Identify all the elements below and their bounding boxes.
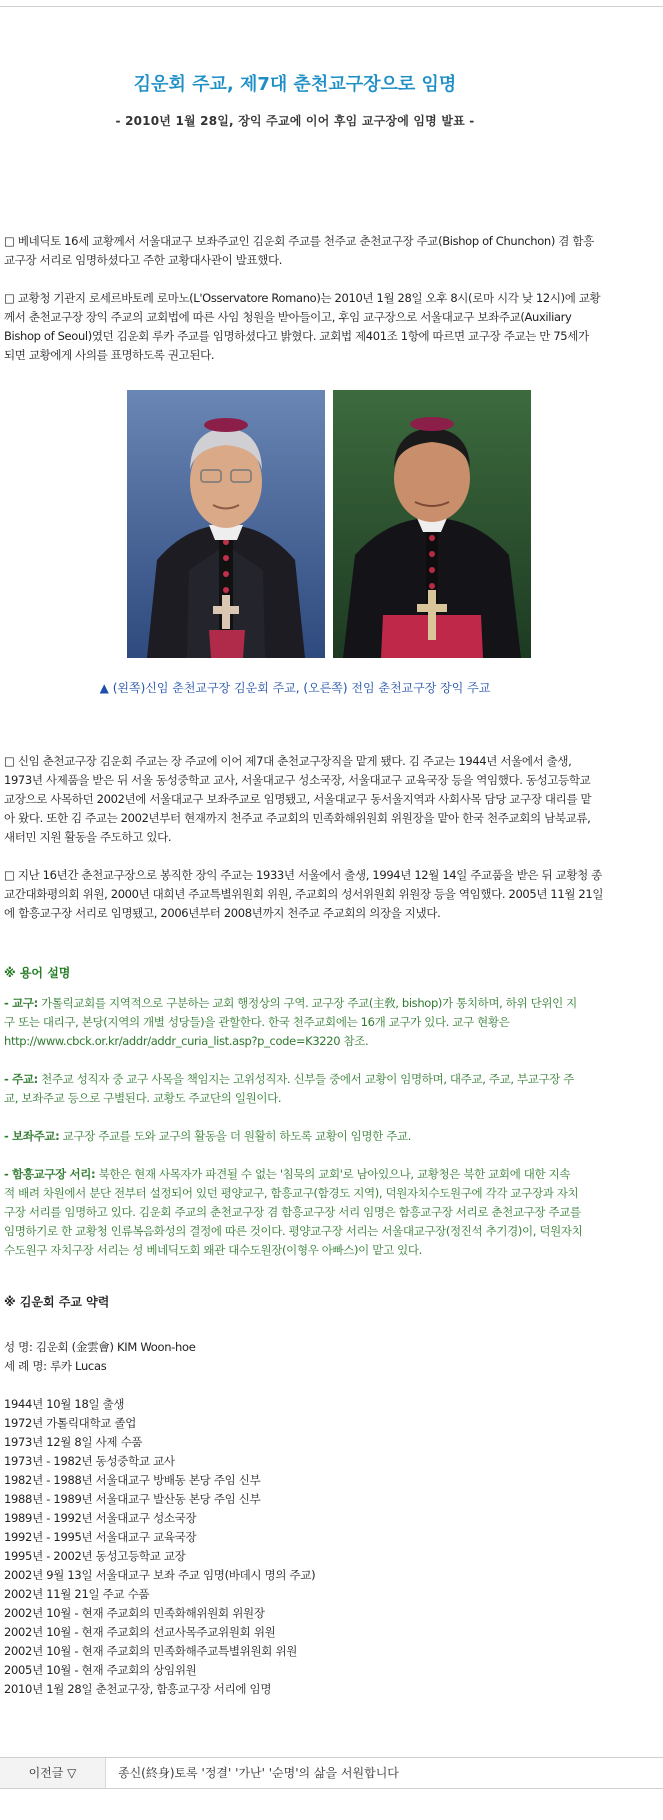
photo-kim-woon-hoe (127, 390, 325, 658)
glossary-term-auxiliary: - 보좌주교: 교구장 주교를 도와 교구의 활동을 더 원활히 하도록 교황이 임명한 주교. (4, 1129, 412, 1143)
history-item: 1972년 가톨릭대학교 졸업 (4, 1416, 137, 1430)
profile-baptismal-name: 세 례 명: 루카 Lucas (4, 1359, 107, 1373)
article-title: 김운회 주교, 제7대 춘천교구장으로 임명 (133, 74, 457, 95)
history-item: 1995년 - 2002년 동성고등학교 교장 (4, 1549, 186, 1563)
glossary-term-hamhung: - 함흥교구장 서리: 북한은 현재 사목자가 파견될 수 없는 '침묵의 교회'로 남아있으나, 교황청은 북한 교회에 대한 지속 적 배려 차원에서 분단 전부터 설정되어 있던 평양교구, 함흥교구(함경도 지역), 덕원자치수도원구에 각각 교구장과 자치 구장 서리를 임명하고 있다. 김운회 주교의 춘천교구장 겸 함흥교구장 서리 임명은 함흥교구장 서리로 춘천교구장 주교를 임명하기로 한 교황청 인류복음화성의 결정에 따른 것이다. 평양교구장 서리는 서울대교구장(정진석 추기경)이, 덕원자치 수도원구 자치구장 서리는 성 베네딕도회 왜관 대수도원장(이형우 아빠스)이 맡고 있다. (4, 1167, 583, 1257)
top-divider (0, 6, 663, 7)
history-item: 2002년 11월 21일 주교 수품 (4, 1587, 150, 1601)
history-item: 1973년 - 1982년 동성중학교 교사 (4, 1454, 175, 1468)
profile-heading: ※ 김운회 주교 약력 (4, 1295, 110, 1309)
paragraph-3: □ 신임 춘천교구장 김운회 주교는 장 주교에 이어 제7대 춘천교구장직을 맡게 됐다. 김 주교는 1944년 서울에서 출생, 1973년 사제품을 받은 뒤 서울 동성중학교 교사, 서울대교구 성소국장, 서울대교구 교육국장 등을 역임했다. 동성고등학교 교장으로 사목하던 2002년에 서울대교구 보좌주교로 임명됐고, 서울대교구 동서울지역과 사회사목 담당 교구장 대리를 맡 아 왔다. 또한 김 주교는 2002년부터 현재까지 천주교 주교회의 민족화해위원회 위원장을 맡아 한국 천주교회의 남북교류, 새터민 지원 활동을 주도하고 있다. (4, 754, 592, 844)
photo-caption: ▲ (왼쪽)신임 춘천교구장 김운회 주교, (오른쪽) 전임 춘천교구장 장익 주교 (99, 681, 491, 695)
history-item: 2002년 10월 - 현재 주교회의 선교사목주교위원회 위원 (4, 1625, 276, 1639)
history-item: 2005년 10월 - 현재 주교회의 상임위원 (4, 1663, 197, 1677)
paragraph-1: □ 베네딕토 16세 교황께서 서울대교구 보좌주교인 김운회 주교를 천주교 춘천교구장 주교(Bishop of Chunchon) 겸 함흥 교구장 서리로 임명하셨다고 주한 교황대사관이 발표했다. (4, 234, 594, 267)
prev-post-link[interactable]: 종신(終身)토록 '정결' '가난' '순명'의 삶을 서원합니다 (118, 1766, 399, 1780)
history-item: 1988년 - 1989년 서울대교구 발산동 본당 주임 신부 (4, 1492, 261, 1506)
history-item: 1982년 - 1988년 서울대교구 방배동 본당 주임 신부 (4, 1473, 261, 1487)
history-item: 2010년 1월 28일 춘천교구장, 함흥교구장 서리에 임명 (4, 1682, 272, 1696)
history-item: 2002년 9월 13일 서울대교구 보좌 주교 임명(바데시 명의 주교) (4, 1568, 316, 1582)
glossary-term-bishop: - 주교: 천주교 성직자 중 교구 사목을 책임지는 고위성직자. 신부들 중에서 교황이 임명하며, 대주교, 주교, 부교구장 주 교, 보좌주교 등으로 구별된다. 교황도 주교단의 일원이다. (4, 1072, 575, 1105)
photo-jang-ik (333, 390, 531, 658)
history-item: 1992년 - 1995년 서울대교구 교육국장 (4, 1530, 197, 1544)
prev-post-bar (0, 1757, 663, 1789)
history-item: 1944년 10월 18일 출생 (4, 1397, 125, 1411)
history-item: 2002년 10월 - 현재 주교회의 민족화해주교특별위원회 위원 (4, 1644, 298, 1658)
history-item: 2002년 10월 - 현재 주교회의 민족화해위원회 위원장 (4, 1606, 265, 1620)
article-subtitle: - 2010년 1월 28일, 장익 주교에 이어 후임 교구장에 임명 발표 - (115, 114, 475, 128)
history-item: 1989년 - 1992년 서울대교구 성소국장 (4, 1511, 197, 1525)
profile-name: 성 명: 김운회 (金雲會) KIM Woon-hoe (4, 1340, 196, 1354)
glossary-term-diocese: - 교구: 가톨릭교회를 지역적으로 구분하는 교회 행정상의 구역. 교구장 주교(主敎, bishop)가 통치하며, 하위 단위인 지 구 또는 대리구, 본당(지역의 개별 성당들)을 관할한다. 한국 천주교회에는 16개 교구가 있다. 교구 현황은 http://www.cbck.or.kr/addr/addr_curia_list.asp?p_code=K3220 참조. (4, 996, 577, 1048)
glossary-heading: ※ 용어 설명 (4, 966, 71, 980)
paragraph-2: □ 교황청 기관지 로세르바토레 로마노(L'Osservatore Romano)는 2010년 1월 28일 오후 8시(로마 시각 낮 12시)에 교황 께서 춘천교구장 장익 주교의 교회법에 따른 사임 청원을 받아들이고, 후임 교구장으로 서울대교구 보좌주교(Auxiliary Bishop of Seoul)였던 김운회 루카 주교를 임명하셨다고 밝혔다. 교회법 제401조 1항에 따르면 교구장 주교는 만 75세가 되면 교황에게 사의를 표명하도록 권고된다. (4, 291, 601, 362)
prev-post-label: 이전글 ▽ (0, 1758, 106, 1788)
paragraph-4: □ 지난 16년간 춘천교구장으로 봉직한 장익 주교는 1933년 서울에서 출생, 1994년 12월 14일 주교품을 받은 뒤 교황청 종 교간대화평의회 위원, 2000년 대희년 주교특별위원회 위원, 주교회의 성서위원회 위원장 등을 역임했다. 2005년 11월 21일 에 함흥교구장 서리로 임명됐고, 2006년부터 2008년까지 천주교 주교회의 의장을 지냈다. (4, 868, 604, 920)
history-item: 1973년 12월 8일 사제 수품 (4, 1435, 143, 1449)
